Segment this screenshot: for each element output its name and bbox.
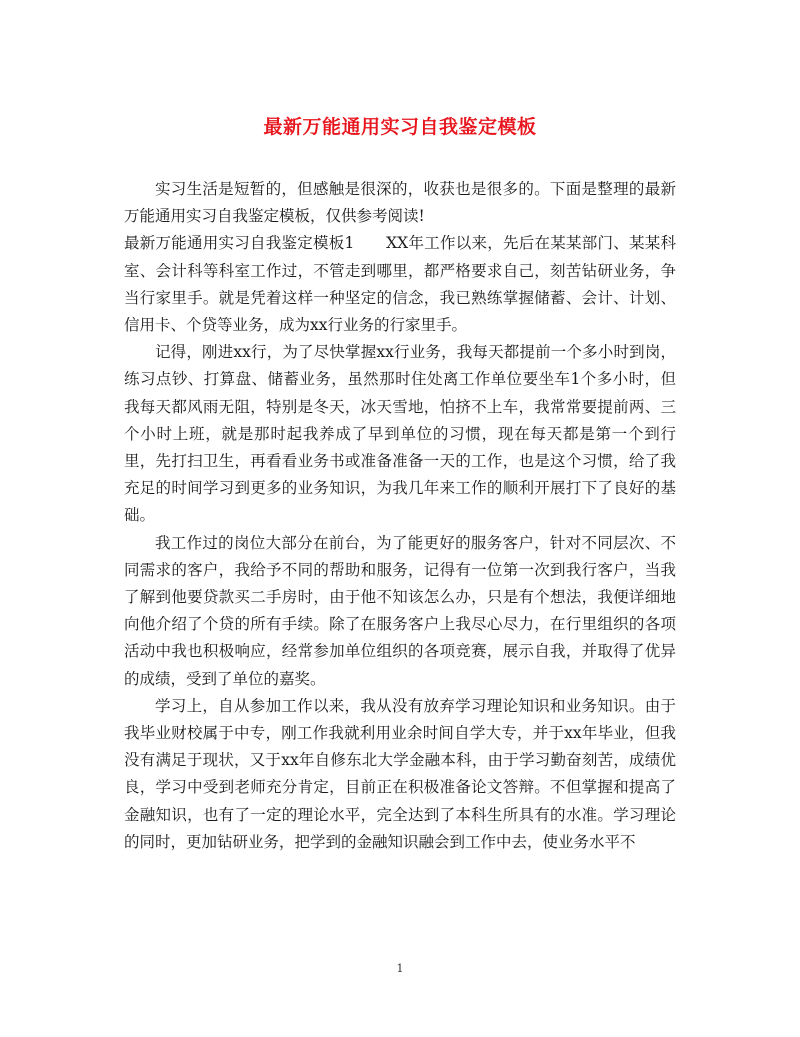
paragraph-work-habits: 记得，刚进xx行，为了尽快掌握xx行业务，我每天都提前一个多小时到岗，练习点钞、打算盘、储蓄业务，虽然那时住处离工作单位要坐车1个多小时，但我每天都风雨无阻，特别是冬天，冰天雪地，怕挤不上车，我常常要提前两、三个小时上班，就是那时起我养成了早到单位的习惯，现在每天都是第一个到行里，先打扫卫生，再看看业务书或准备准备一天的工作，也是这个习惯，给了我充足的时间学习到更多的业务知识，为我几年来工作的顺利开展打下了良好的基础。 (124, 343, 676, 525)
paragraph-study: 学习上，自从参加工作以来，我从没有放弃学习理论知识和业务知识。由于我毕业财校属于中专，刚工作我就利用业余时间自学大专，并于xx年毕业，但我没有满足于现状，又于xx年自修东北大学金融本科，由于学习勤奋刻苦，成绩优良，学习中受到老师充分肯定，目前正在积极准备论文答辩。不但掌握和提高了金融知识，也有了一定的理论水平，完全达到了本科生所具有的水准。学习理论的同时，更加钻研业务，把学到的金融知识融会到工作中去，使业务水平不 (124, 696, 676, 851)
document-body (124, 176, 676, 856)
paragraph-intro: 实习生活是短暂的，但感触是很深的，收获也是很多的。下面是整理的最新万能通用实习自我鉴定模板，仅供参考阅读! (124, 180, 676, 226)
paragraph-template-1: 最新万能通用实习自我鉴定模板1 XX年工作以来，先后在某某部门、某某科室、会计科等科室工作过，不管走到哪里，都严格要求自己，刻苦钻研业务，争当行家里手。就是凭着这样一种坚定的信念，我已熟练掌握储蓄、会计、计划、信用卡、个贷等业务，成为xx行业务的行家里手。 (124, 234, 676, 335)
paragraph-customer-service: 我工作过的岗位大部分在前台，为了能更好的服务客户，针对不同层次、不同需求的客户，我给予不同的帮助和服务，记得有一位第一次到我行客户，当我了解到他要贷款买二手房时，由于他不知该怎么办，只是有个想法，我便详细地向他介绍了个贷的所有手续。除了在服务客户上我尽心尽力，在行里组织的各项活动中我也积极响应，经常参加单位组织的各项竞赛，展示自我，并取得了优异的成绩，受到了单位的嘉奖。 (124, 533, 676, 688)
document-title: 最新万能通用实习自我鉴定模板 (263, 116, 537, 138)
page-number: 1 (396, 962, 404, 975)
